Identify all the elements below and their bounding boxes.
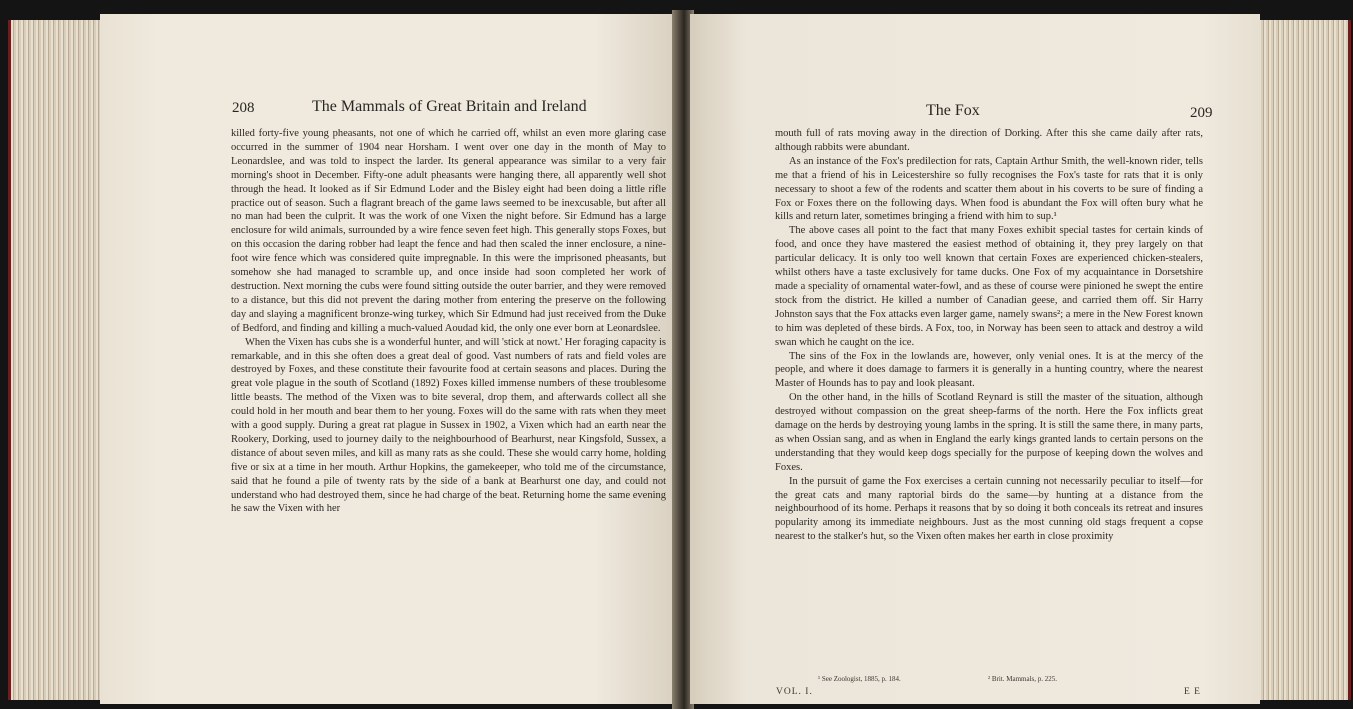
- right-paragraph-2: As an instance of the Fox's predilection for rats, Captain Arthur Smith, the well-known rider, tells me that a friend of his in Leicestershire so fully recognises the Fox's taste for rats that it is only necessary to shoot a few of the rodents and scatter them about in his coverts to be sure of finding a Fox or Foxes there on the following days. When food is abundant the Fox will often bury what he kills and return later, sometimes bringing a friend with him to sup.¹: [775, 155, 1203, 223]
- right-page: [690, 14, 1260, 704]
- left-page-number: 208: [232, 100, 255, 116]
- left-running-title: The Mammals of Great Britain and Ireland: [312, 98, 587, 115]
- right-paragraph-4: The sins of the Fox in the lowlands are, however, only venial ones. It is at the mercy of the people, and where it does damage to farmers it is generally in a hunting country, where the nearest Master of Hounds has to pay and look pleasant.: [775, 350, 1203, 390]
- left-page: [100, 14, 676, 704]
- right-paragraph-5: On the other hand, in the hills of Scotland Reynard is still the master of the situation, although destroyed without compassion on the great sheep-farms of the north. Here the Fox inflicts great damage on the herds by destroying young lambs in the spring. It is still the same there, in many parts, as when Ossian sang, and as when in England the early kings granted lands to certain persons on the understanding that they would keep dogs specially for the purpose of keeping down the wolves and Foxes.: [775, 392, 1203, 473]
- footnote-2: ² Brit. Mammals, p. 225.: [988, 675, 1057, 683]
- volume-signature: VOL. I.: [776, 687, 813, 697]
- right-page-number: 209: [1190, 105, 1213, 121]
- right-paragraph-1: mouth full of rats moving away in the direction of Dorking. After this she came daily after rats, although rabbits were abundant.: [775, 128, 1203, 153]
- left-page-edges: [8, 20, 106, 700]
- left-paragraph-1: killed forty-five young pheasants, not one of which he carried off, whilst an even more glaring case occurred in the summer of 1904 near Horsham. I went over one day in the month of May to Leonardslee, and was told to inspect the larder. Its general appearance was similar to a very fair morning's shoot in December. Fifty-one adult pheasants were hanging there, all apparently well shot through the head. It looked as if Sir Edmund Loder and the Bisley eight had been doing a little rifle practice out of season. Such a flagrant breach of the game laws seemed to be inexcusable, but after all no man had been the culprit. It was the work of one Vixen the night before. Sir Edmund has a large enclosure for wild animals, surrounded by a wire fence seven feet high. This generally stops Foxes, but on this occasion the daring robber had leapt the fence and had then scaled the inner enclosure, a nine-foot wire fence which was considered quite impregnable. In this were the imprisoned pheasants, but somehow she had managed to scramble up, and once inside had soon completed her work of destruction. Next morning the cubs were found sitting outside the outer barrier, and they were removed to a distance, but this did not prevent the daring mother from entering the preserve on the following day and slaying a magnificent bronze-wing turkey, which Sir Edmund had just received from the Duke of Bedford, and finding and killing a much-valued Aoudad kid, the only one ever born at Leonardslee.: [231, 128, 666, 334]
- right-paragraph-3: The above cases all point to the fact that many Foxes exhibit special tastes for certain kinds of food, and once they have mastered the easiest method of obtaining it, they prey largely on that particular delicacy. It is only too well known that certain Foxes are experienced chicken-stealers, whilst others have a taste exclusively for tame ducks. One Fox of my acquaintance in Dorsetshire made a speciality of ornamental water-fowl, and as these of course were pinioned he swept the entire stock from the district. He killed a number of Canadian geese, and carried them off. Sir Harry Johnston says that the Fox attacks even larger game, namely swans²; a mere in the New Forest known to him was depleted of these birds. A Fox, too, in Norway has been seen to attack and destroy a wild swan which he caught on the ice.: [775, 225, 1203, 348]
- right-paragraph-6: In the pursuit of game the Fox exercises a certain cunning not necessarily peculiar to itself—for the great cats and many raptorial birds do the same—by hunting at a distance from the neighbourhood of its home. Perhaps it reasons that by so doing it both conceals its retreat and insures popularity among its immediate neighbours. Just as the most cunning old stags frequent a copse nearest to the stalker's hut, so the Vixen often makes her earth in close proximity: [775, 475, 1203, 543]
- right-page-edges: [1256, 20, 1351, 700]
- right-body-text: [775, 127, 1203, 544]
- right-running-title: The Fox: [926, 102, 980, 119]
- left-body-text: [231, 127, 666, 516]
- footnote-1: ¹ See Zoologist, 1885, p. 184.: [818, 675, 901, 683]
- signature-mark: E E: [1184, 687, 1201, 697]
- left-paragraph-2: When the Vixen has cubs she is a wonderful hunter, and will 'stick at nowt.' Her foraging capacity is remarkable, and in this she often does a great deal of good. Vast numbers of rats and field voles are destroyed by Foxes, and these constitute their favourite food at certain seasons and places. During the great vole plague in the south of Scotland (1892) Foxes killed immense numbers of these troublesome little beasts. The method of the Vixen was to bite several, drop them, and afterwards collect all she could hold in her mouth and bear them to her young. Foxes will do the same with rats when they meet with a good supply. During a great rat plague in Sussex in 1902, a Vixen which had an earth near the Rookery, Dorking, used to journey daily to the neighbourhood of Bearhurst, near Kingsfold, Sussex, a distance of about seven miles, and kill as many rats as she could. These she would carry home, holding five or six at a time in her mouth. Arthur Hopkins, the gamekeeper, who told me of the circumstance, said that he found a pile of twenty rats by the side of a bank at Bearhurst one day, and could not understand who had destroyed them, since he had charge of the beat. Returning home the same evening he saw the Vixen with her: [231, 336, 666, 515]
